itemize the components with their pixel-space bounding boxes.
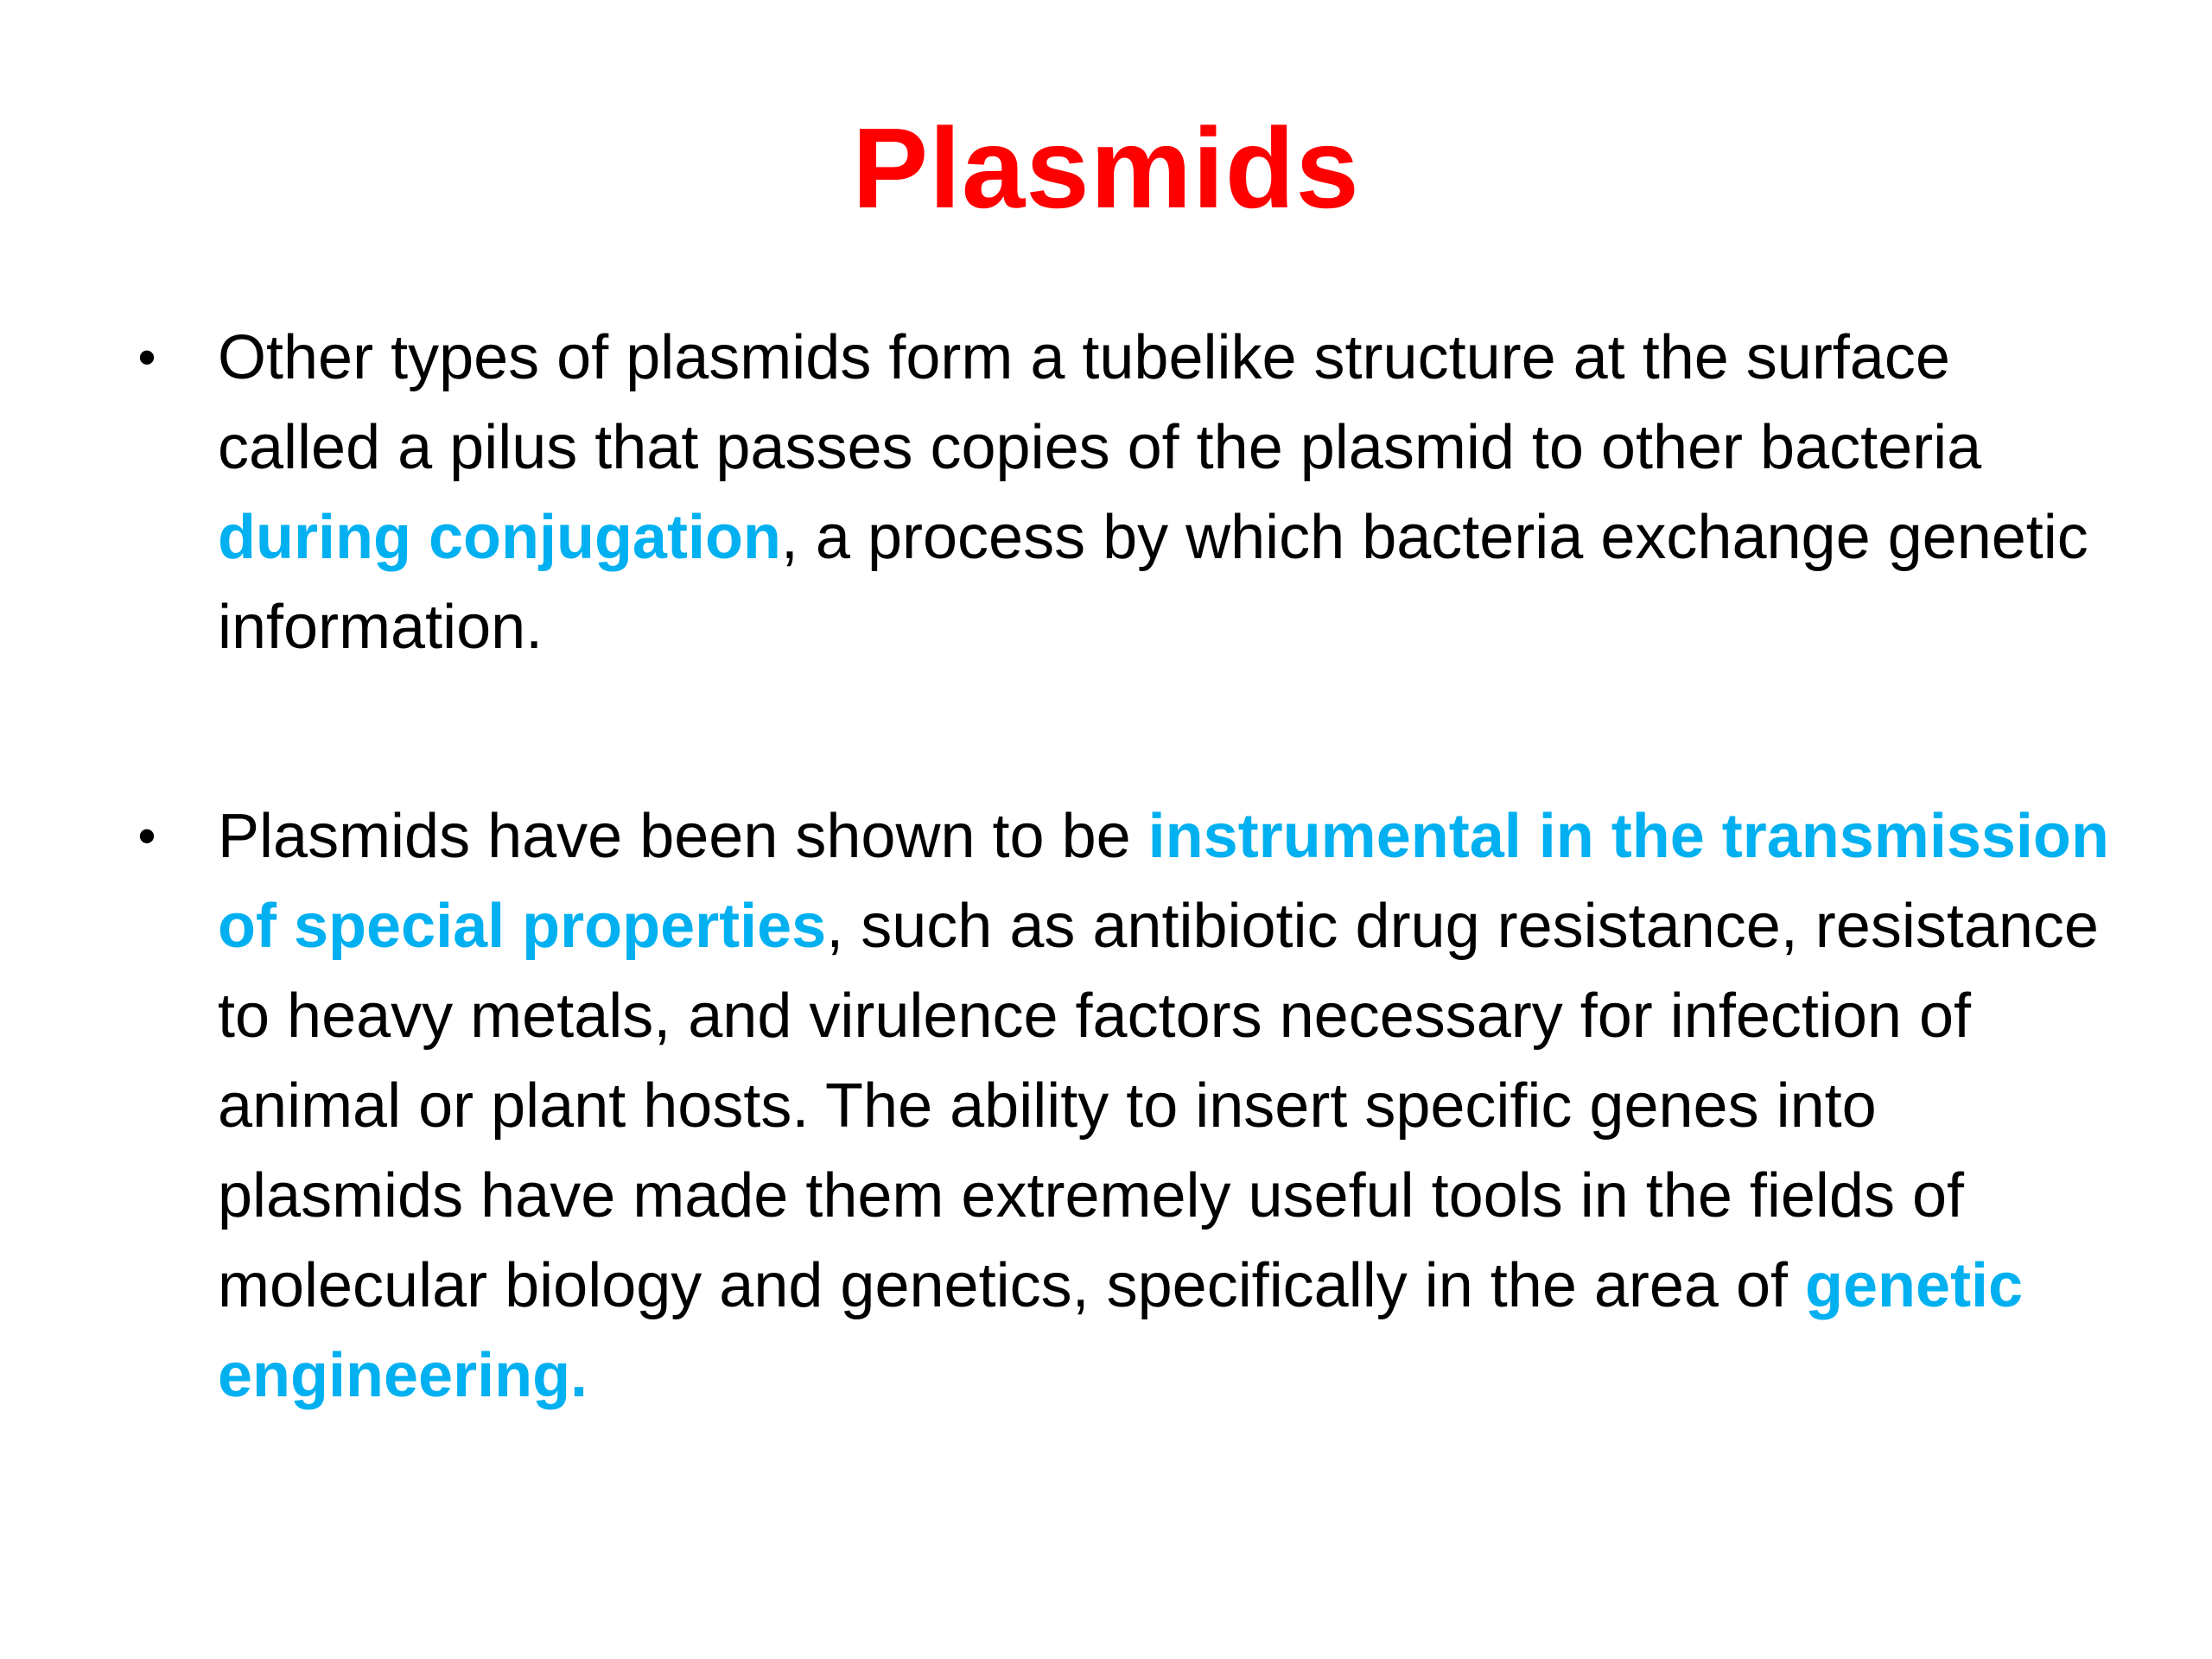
- bullet-text: , such as antibiotic drug resistance, resistance to heavy metals, and virulence factors necessary for infection of animal or plant hosts. The ability to insert specific genes into plasmids have made them extremely useful tools in the fields of molecular biology and genetics, specifically in the area of: [218, 892, 2099, 1320]
- bullet-dot-icon: •: [137, 807, 156, 865]
- slide-title: Plasmids: [852, 105, 1360, 232]
- bullet-list: [130, 313, 2117, 1421]
- highlight-text: instrumental in the transmission of special properties: [218, 802, 2109, 961]
- bullet-text: Plasmids have been shown to be: [218, 802, 1148, 871]
- bullet-item-conjugation: [130, 313, 2117, 672]
- highlight-text: during conjugation: [218, 503, 781, 572]
- highlight-text: genetic engineering.: [218, 1251, 2024, 1410]
- bullet-text: Other types of plasmids form a tubelike structure at the surface called a pilus that passes copies of the plasmid to other bacteria: [218, 323, 1982, 482]
- bullet-dot-icon: •: [137, 328, 156, 386]
- bullet-text: , a process by which bacteria exchange genetic information.: [218, 503, 2088, 662]
- bullet-item-properties: [130, 791, 2117, 1421]
